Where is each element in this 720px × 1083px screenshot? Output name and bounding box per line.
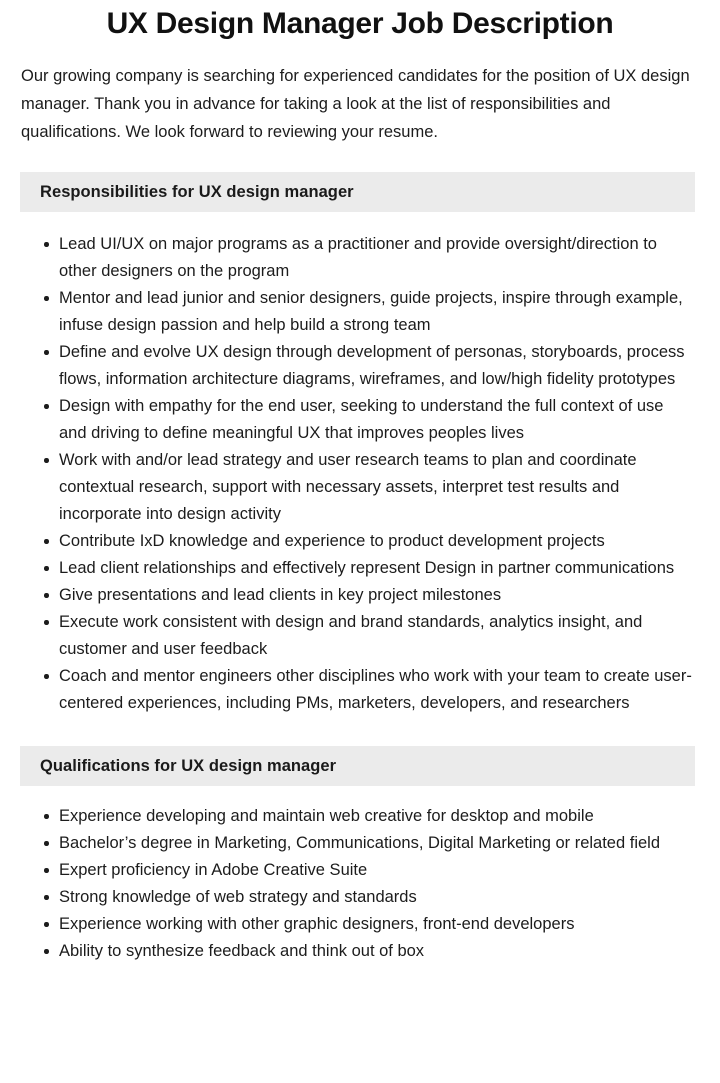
list-item: Experience developing and maintain web creative for desktop and mobile <box>20 803 720 830</box>
section-header-label: Qualifications for UX design manager <box>40 757 337 775</box>
list-item: Coach and mentor engineers other disciplines who work with your team to create user-centered experiences, including PMs, marketers, developers, and researchers <box>20 663 720 717</box>
list-item: Design with empathy for the end user, seeking to understand the full context of use and driving to define meaningful UX that improves peoples lives <box>20 393 720 447</box>
responsibilities-list <box>0 212 720 717</box>
list-item: Lead client relationships and effectively represent Design in partner communications <box>20 555 720 582</box>
list-item: Expert proficiency in Adobe Creative Suite <box>20 857 720 884</box>
list-item: Define and evolve UX design through development of personas, storyboards, process flows, information architecture diagrams, wireframes, and low/high fidelity prototypes <box>20 339 720 393</box>
section-header-responsibilities <box>20 172 695 212</box>
list-item: Work with and/or lead strategy and user research teams to plan and coordinate contextual research, support with necessary assets, interpret test results and incorporate into design activity <box>20 447 720 528</box>
qualifications-list <box>0 786 720 965</box>
list-item: Lead UI/UX on major programs as a practitioner and provide oversight/direction to other designers on the program <box>20 231 720 285</box>
list-item: Ability to synthesize feedback and think out of box <box>20 938 720 965</box>
intro-paragraph: Our growing company is searching for experienced candidates for the position of UX design manager. Thank you in advance for taking a look at the list of responsibilities and qualifications. We look forward to reviewing your resume. <box>21 67 690 141</box>
list-item: Experience working with other graphic designers, front-end developers <box>20 911 720 938</box>
list-item: Strong knowledge of web strategy and standards <box>20 884 720 911</box>
list-item: Execute work consistent with design and brand standards, analytics insight, and customer and user feedback <box>20 609 720 663</box>
list-item: Bachelor’s degree in Marketing, Communications, Digital Marketing or related field <box>20 830 720 857</box>
list-item: Give presentations and lead clients in key project milestones <box>20 582 720 609</box>
page-title: UX Design Manager Job Description <box>106 7 614 40</box>
list-item: Mentor and lead junior and senior designers, guide projects, inspire through example, infuse design passion and help build a strong team <box>20 285 720 339</box>
section-header-qualifications <box>20 746 695 786</box>
section-header-label: Responsibilities for UX design manager <box>40 183 354 201</box>
list-item: Contribute IxD knowledge and experience to product development projects <box>20 528 720 555</box>
